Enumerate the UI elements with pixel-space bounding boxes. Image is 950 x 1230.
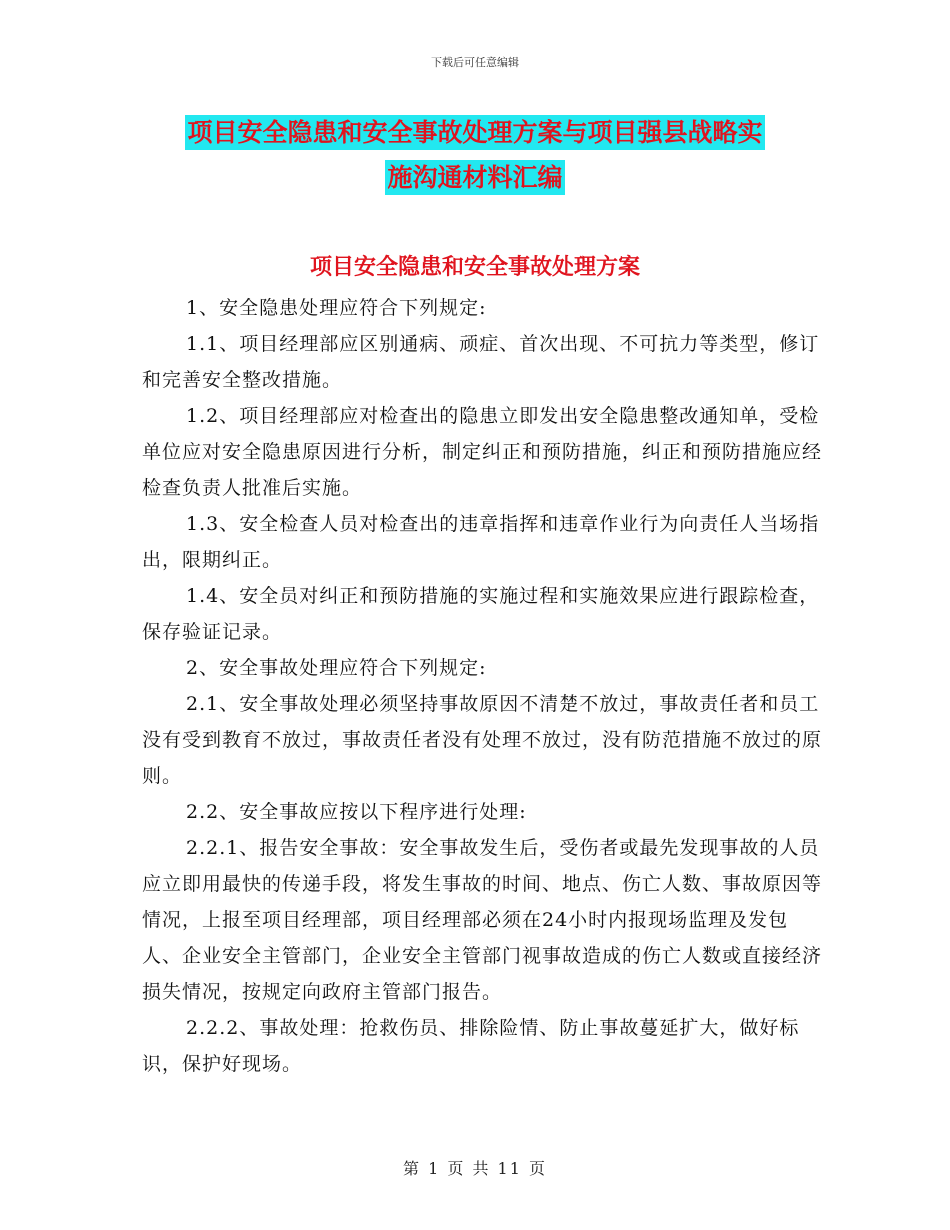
paragraph-2-1: 2.1、安全事故处理必须坚持事故原因不清楚不放过，事故责任者和员工没有受到教育不放过，事故责任者没有处理不放过，没有防范措施不放过的原则。 [142,693,823,787]
document-body [142,290,822,1082]
document-title-line-1-text: 项目安全隐患和安全事故处理方案与项目强县战略实 [185,115,764,150]
section-title: 项目安全隐患和安全事故处理方案 [309,255,640,280]
paragraph-2-2-1: 2.2.1、报告安全事故：安全事故发生后，受伤者或最先发现事故的人员应立即用最快的传递手段，将发生事故的时间、地点、伤亡人数、事故原因等情况，上报至项目经理部，项目经理部必须在24小时内报现场监理及发包人、企业安全主管部门，企业安全主管部门视事故造成的伤亡人数或直接经济损失情况，按规定向政府主管部门报告。 [142,837,823,1003]
paragraph-1-1: 1.1、项目经理部应区别通病、顽症、首次出现、不可抗力等类型，修订和完善安全整改措施。 [142,333,820,391]
paragraph-1: 1、安全隐患处理应符合下列规定: [186,297,487,319]
paragraph-1-2: 1.2、项目经理部应对检查出的隐患立即发出安全隐患整改通知单，受检单位应对安全隐患原因进行分析，制定纠正和预防措施，纠正和预防措施应经检查负责人批准后实施。 [142,405,823,499]
paragraph-1-3: 1.3、安全检查人员对检查出的违章指挥和违章作业行为向责任人当场指出，限期纠正。 [142,513,820,571]
paragraph-2: 2、安全事故处理应符合下列规定: [186,657,487,679]
document-title-line-1 [0,113,950,149]
document-title-line-2 [0,158,950,194]
document-title-line-2-text: 施沟通材料汇编 [385,160,564,195]
paragraph-2-2-2: 2.2.2、事故处理：抢救伤员、排除险情、防止事故蔓延扩大，做好标识，保护好现场。 [142,1017,800,1075]
page-header-note: 下载后可任意编辑 [431,56,519,69]
page-footer: 第 1 页 共 11 页 [403,1159,547,1178]
paragraph-1-4: 1.4、安全员对纠正和预防措施的实施过程和实施效果应进行跟踪检查，保存验证记录。 [142,585,820,643]
paragraph-2-2: 2.2、安全事故应按以下程序进行处理: [186,801,527,823]
